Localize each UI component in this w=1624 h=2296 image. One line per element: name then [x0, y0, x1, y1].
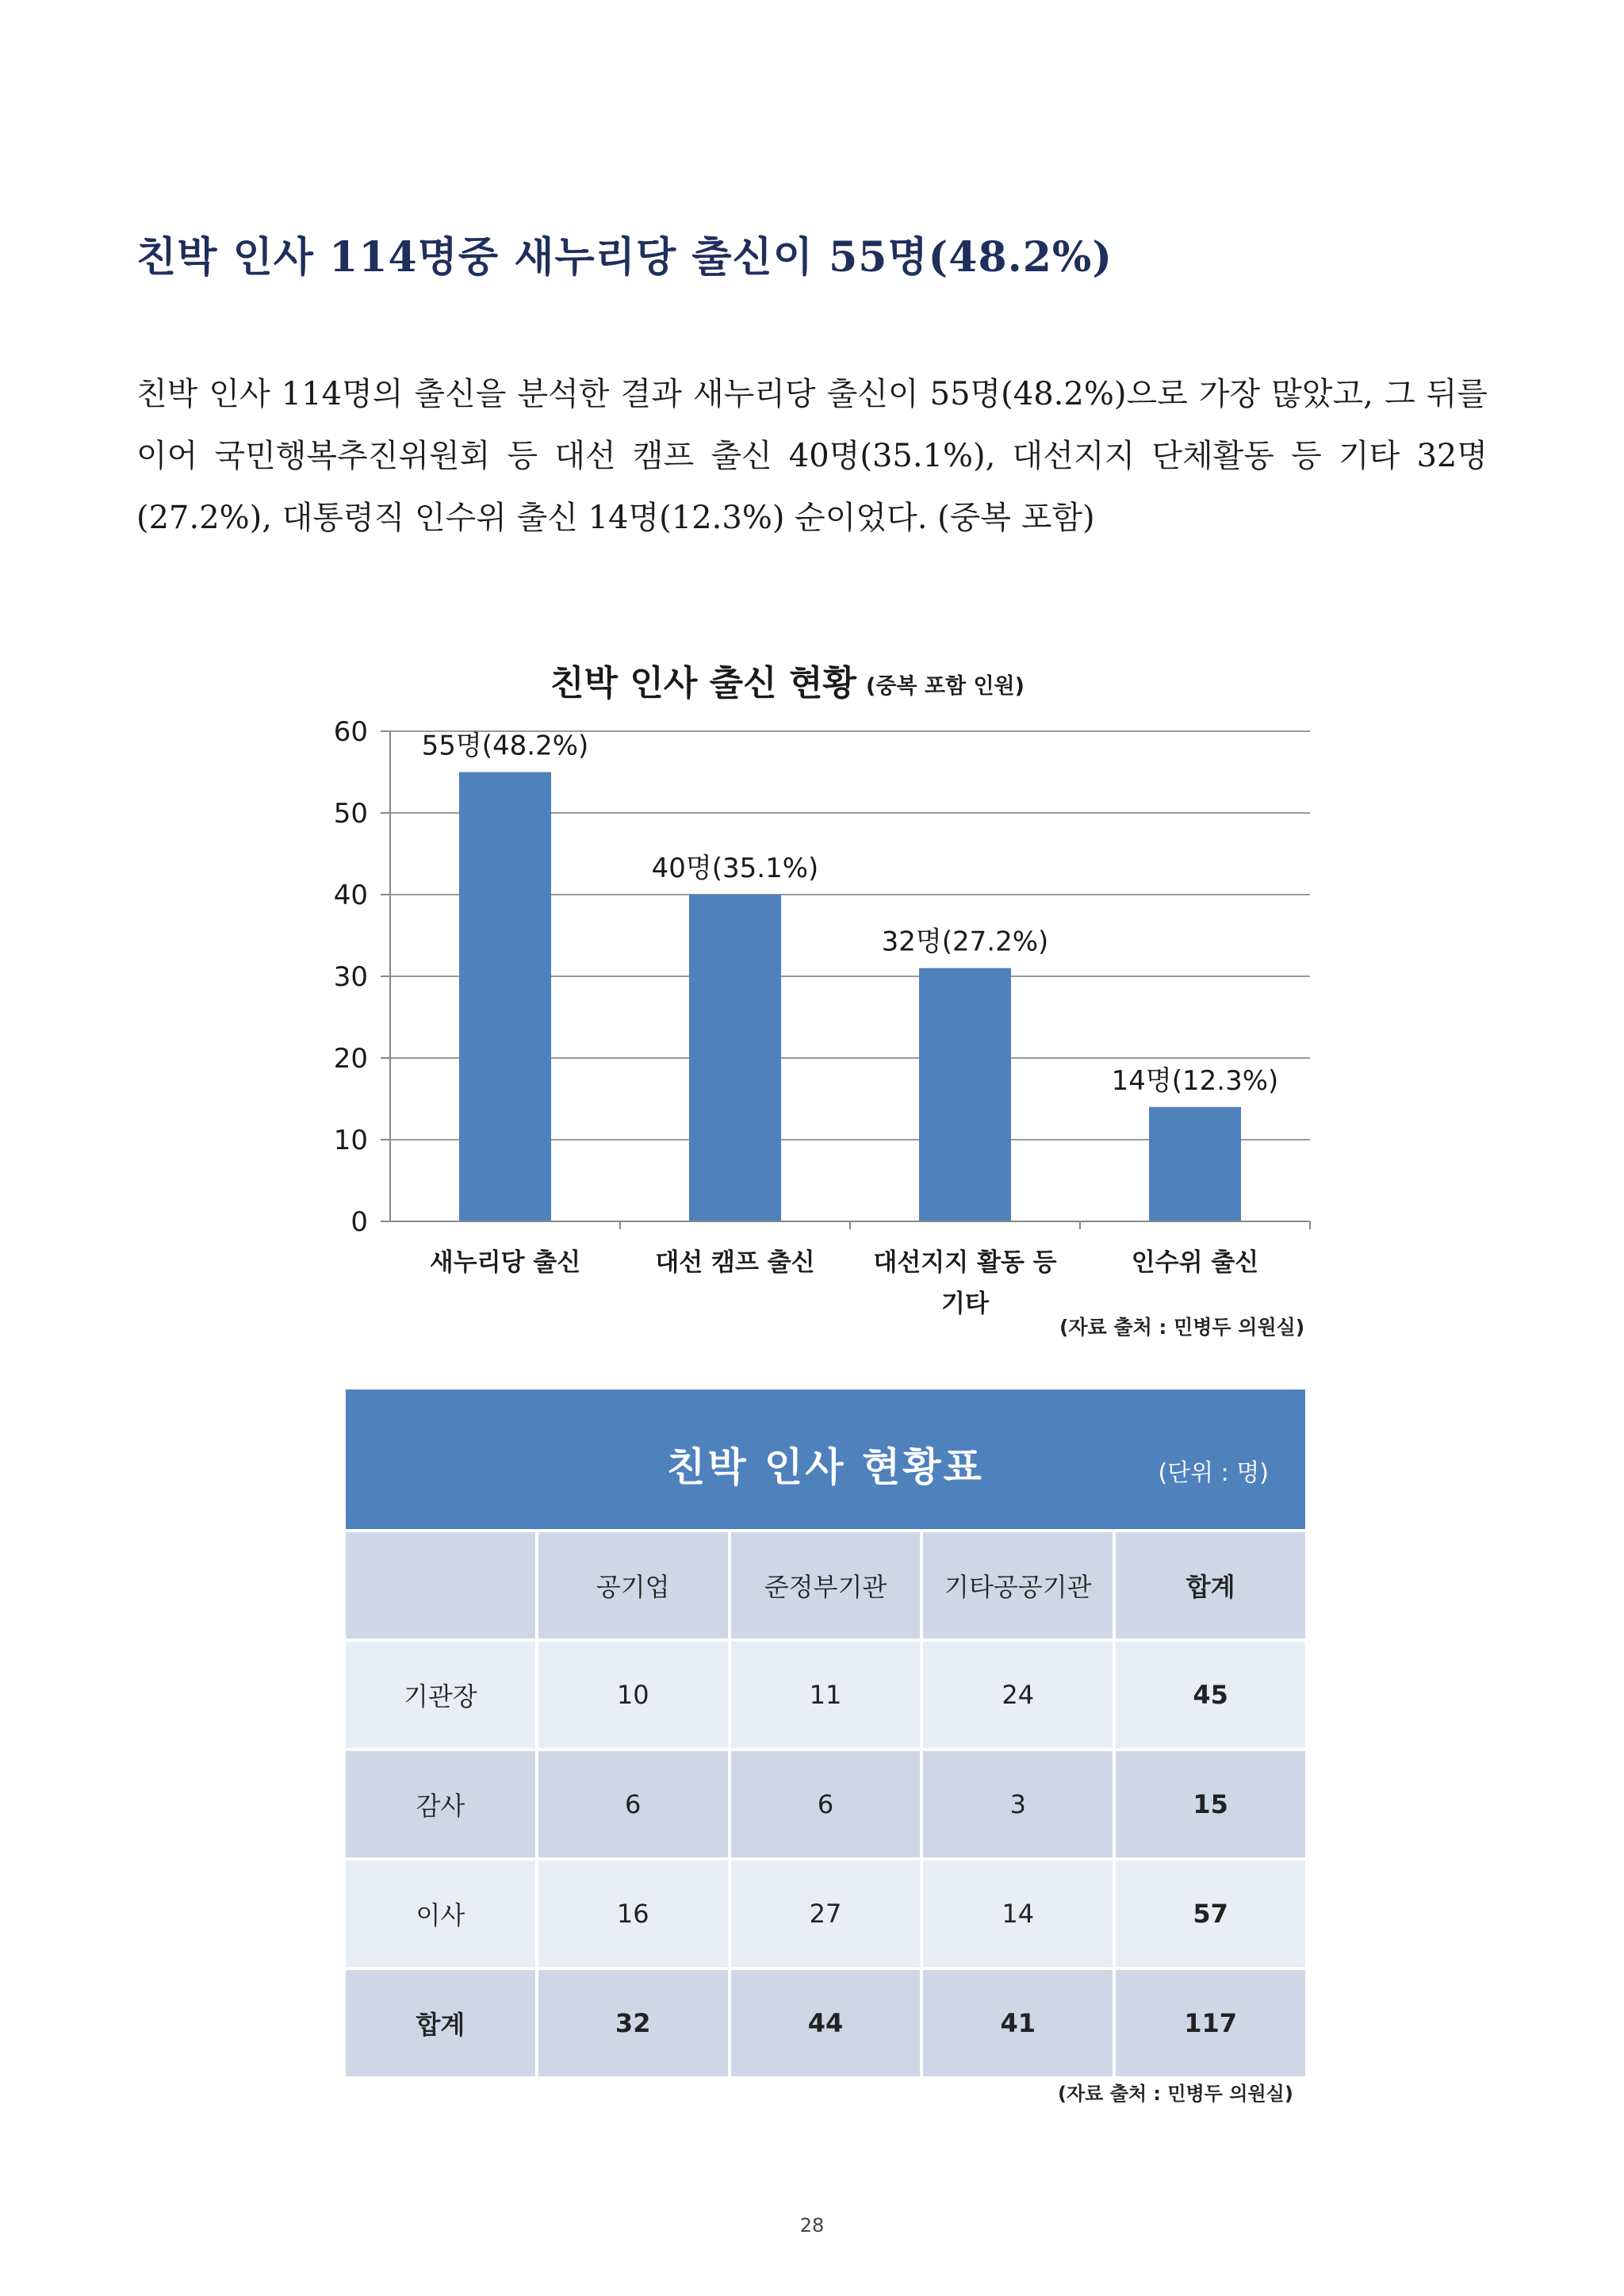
y-tick-label: 30: [333, 961, 368, 993]
row-label: 이사: [346, 1861, 535, 1967]
header-cell-total: 합계: [1116, 1532, 1305, 1639]
table-header-row: [346, 1532, 1305, 1639]
table-unit: (단위 : 명): [1158, 1459, 1269, 1487]
bar: [459, 772, 551, 1222]
header-cell: 기타공공기관: [923, 1532, 1113, 1639]
bar: [1149, 1107, 1241, 1221]
bars: [459, 772, 1241, 1222]
y-tick-label: 20: [333, 1043, 368, 1075]
table-title-bar: [346, 1389, 1305, 1529]
table-cell: 32: [538, 1970, 728, 2076]
data-label: 14명(12.3%): [1111, 1064, 1279, 1097]
table-row: [346, 1861, 1305, 1967]
table-grid: [343, 1529, 1308, 2079]
x-axis-labels: [430, 1221, 1310, 1318]
table-cell: 14: [923, 1861, 1113, 1967]
x-tick-label: 대선지지 활동 등: [873, 1248, 1057, 1277]
table-cell: 10: [538, 1642, 728, 1748]
x-tick-label: 새누리당 출신: [429, 1248, 581, 1277]
y-tick-label: 40: [333, 880, 368, 911]
table-cell: 3: [923, 1751, 1113, 1857]
table-cell-grand-total: 117: [1116, 1970, 1305, 2076]
x-tick-label: 대선 캠프 출신: [655, 1248, 815, 1277]
table-row: [346, 1642, 1305, 1748]
header-cell-empty: [346, 1532, 535, 1639]
y-tick-label: 50: [333, 798, 368, 830]
bar: [919, 968, 1011, 1221]
bar-chart: [301, 650, 1332, 1348]
chart-title: 친박 인사 출신 현황: [550, 663, 856, 703]
table-cell: 41: [923, 1970, 1113, 2076]
table-cell: 6: [731, 1751, 921, 1857]
y-tick-label: 10: [333, 1125, 368, 1156]
table-cell: 16: [538, 1861, 728, 1967]
x-tick-label: 기타: [941, 1290, 989, 1318]
bar: [689, 895, 781, 1221]
table-title: 친박 인사 현황표: [667, 1444, 984, 1490]
y-tick-label: 0: [350, 1206, 368, 1238]
x-tick-label: 인수위 출신: [1131, 1248, 1259, 1277]
table-total-row: [346, 1970, 1305, 2076]
table-cell: 6: [538, 1751, 728, 1857]
table-cell: 27: [731, 1861, 921, 1967]
table-row: [346, 1751, 1305, 1857]
table-cell: 11: [731, 1642, 921, 1748]
data-label: 55명(48.2%): [421, 730, 589, 762]
body-paragraph: 친박 인사 114명의 출신을 분석한 결과 새누리당 출신이 55명(48.2%)으로 가장 많았고, 그 뒤를 이어 국민행복추진위원회 등 대선 캠프 출신 40명(35.1%), 대선지지 단체활동 등 기타 32명(27.2%), 대통령직 인수위 출신 14명(12.3%) 순이었다. (중복 포함): [136, 376, 1488, 536]
table-cell-total: 57: [1116, 1861, 1305, 1967]
table-cell-total: 15: [1116, 1751, 1305, 1857]
chart-subtitle: (중복 포함 인원): [866, 674, 1025, 699]
chart-source-note: (자료 출처 : 민병두 의원실): [1059, 1316, 1305, 1339]
table-cell-total: 45: [1116, 1642, 1305, 1748]
row-label: 감사: [346, 1751, 535, 1857]
row-label-total: 합계: [346, 1970, 535, 2076]
data-label: 32명(27.2%): [881, 926, 1049, 958]
y-tick-label: 60: [333, 716, 368, 748]
page-number: 28: [799, 2214, 825, 2237]
table-source-note: (자료 출처 : 민병두 의원실): [1058, 2083, 1293, 2105]
table-cell: 24: [923, 1642, 1113, 1748]
table-cell: 44: [731, 1970, 921, 2076]
header-cell: 공기업: [538, 1532, 728, 1639]
y-axis-ticks: [334, 716, 390, 1238]
summary-table: [346, 1389, 1305, 2079]
row-label: 기관장: [346, 1642, 535, 1748]
data-label: 40명(35.1%): [651, 853, 819, 884]
section-heading: 친박 인사 114명중 새누리당 출신이 55명(48.2%): [136, 233, 1113, 282]
header-cell: 준정부기관: [731, 1532, 921, 1639]
